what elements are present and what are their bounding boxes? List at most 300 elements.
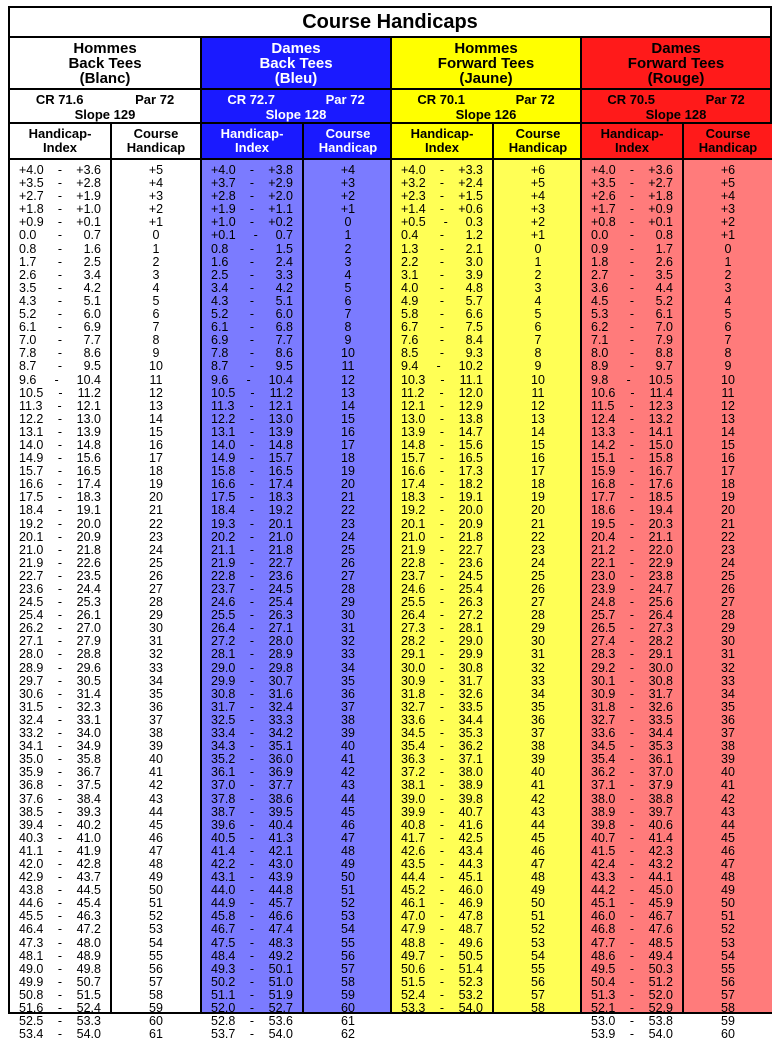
index-from: 53.4: [19, 1027, 44, 1041]
index-range-row: [10, 819, 110, 832]
index-dash: -: [249, 241, 255, 256]
index-range-row: [10, 793, 110, 806]
course-handicap-value: 50: [721, 896, 735, 911]
course-handicap-list: [112, 160, 200, 1041]
index-to: 49.6: [458, 935, 483, 950]
handicap-header-text: [509, 127, 568, 155]
index-from: 26.4: [401, 608, 426, 623]
index-range-row: [202, 387, 302, 400]
index-to: 10.4: [268, 372, 293, 387]
index-to: 1.5: [275, 241, 293, 256]
index-dash: -: [57, 280, 63, 295]
index-dash: -: [249, 464, 255, 479]
index-dash: -: [629, 451, 635, 466]
index-to: 36.7: [76, 765, 101, 780]
index-dash: -: [57, 843, 63, 858]
index-to: 33.5: [458, 699, 483, 714]
course-handicap-value: 54: [721, 948, 735, 963]
index-to: 7.5: [465, 320, 483, 335]
course-handicap-value: +2: [340, 189, 356, 204]
course-handicap-value: 12: [341, 372, 355, 387]
index-to: 25.4: [458, 582, 483, 596]
index-from: 52.0: [211, 1001, 236, 1015]
index-dash: -: [439, 228, 445, 243]
index-dash: -: [439, 843, 445, 858]
index-range-row: [392, 963, 492, 976]
index-to: 16.7: [648, 464, 673, 479]
course-handicap-value: 2: [534, 267, 542, 282]
index-to: 20.9: [76, 529, 101, 544]
index-dash: -: [57, 163, 63, 177]
index-range-row: [202, 819, 302, 832]
index-to: 7.7: [83, 333, 101, 348]
index-from: 11.3: [211, 398, 235, 413]
index-to: 41.6: [458, 817, 483, 832]
course-handicap-value: 13: [149, 398, 163, 413]
index-to: 34.4: [458, 712, 483, 727]
index-dash: -: [57, 856, 63, 871]
index-dash: -: [629, 228, 635, 243]
index-to: 29.6: [76, 660, 101, 675]
course-handicap-value: +6: [720, 163, 736, 177]
index-dash: -: [57, 516, 63, 531]
index-dash: -: [629, 856, 635, 871]
index-dash: -: [57, 817, 63, 832]
index-to: 47.2: [76, 922, 101, 937]
tee-color-label: (Bleu): [274, 69, 318, 87]
index-dash: -: [629, 424, 635, 439]
index-to: 40.4: [268, 817, 293, 832]
index-dash: -: [249, 830, 255, 845]
index-range-row: [582, 282, 682, 295]
course-handicap-value: 11: [149, 372, 163, 387]
index-to: 20.3: [648, 516, 673, 531]
index-dash: -: [439, 909, 445, 924]
index-from: 43.5: [401, 856, 426, 871]
index-dash: -: [249, 215, 255, 230]
course-handicap-value: 15: [721, 437, 735, 452]
course-handicap-value: 42: [721, 791, 735, 806]
index-dash: -: [57, 673, 63, 688]
course-handicap-value: 5: [152, 293, 160, 308]
course-handicap-value: 1: [152, 241, 160, 256]
course-handicap-value: 33: [341, 647, 355, 662]
index-from: 53.0: [591, 1014, 616, 1029]
index-to: 3.5: [655, 267, 673, 282]
index-range-row: [582, 1015, 682, 1028]
index-from: 26.5: [591, 621, 616, 636]
index-dash: -: [57, 464, 63, 479]
index-dash: -: [439, 163, 445, 177]
index-to: 29.1: [648, 647, 673, 662]
course-handicap-value: 20: [721, 503, 735, 518]
index-to: 20.0: [76, 516, 101, 531]
index-dash: -: [629, 948, 635, 963]
index-range-row: [202, 1015, 302, 1028]
index-to: 31.4: [76, 686, 101, 701]
index-to: 30.8: [458, 660, 483, 675]
tee-name-header: [582, 38, 770, 90]
course-handicap-value: 19: [531, 490, 545, 505]
course-handicap-value: 50: [149, 883, 163, 898]
index-dash: -: [249, 202, 255, 217]
index-dash: -: [57, 608, 63, 623]
course-handicap-value: 45: [531, 830, 545, 845]
handicap-header-text: [127, 127, 186, 155]
course-handicap-value: 13: [721, 411, 735, 426]
index-from: 23.7: [401, 568, 426, 583]
course-handicap-value: 7: [344, 307, 352, 322]
index-to: 45.7: [268, 896, 293, 911]
index-dash: -: [57, 411, 63, 426]
index-header-line2: Index: [425, 140, 459, 155]
index-dash: -: [249, 320, 255, 335]
index-to: 49.2: [268, 948, 293, 963]
index-range-row: [392, 504, 492, 517]
index-to: 11.1: [459, 372, 483, 387]
course-handicap-value: 56: [341, 948, 355, 963]
index-dash: -: [436, 359, 441, 374]
index-dash: -: [249, 267, 255, 282]
index-dash: -: [249, 398, 254, 413]
index-dash: -: [57, 346, 63, 361]
index-to: 33.1: [76, 712, 101, 727]
index-from: 16.6: [401, 464, 426, 479]
course-handicap-value: 26: [341, 555, 355, 570]
index-from: 32.7: [591, 712, 616, 727]
index-to: 28.8: [76, 647, 101, 662]
index-dash: -: [439, 778, 445, 793]
index-to: +1.5: [458, 189, 483, 204]
index-range-row: [202, 1028, 302, 1041]
course-handicap-value: 56: [721, 974, 735, 989]
index-to: 18.3: [76, 490, 101, 505]
index-to: 8.6: [83, 346, 101, 361]
index-dash: -: [57, 974, 63, 989]
index-to: 26.3: [268, 608, 293, 623]
index-dash: -: [57, 712, 63, 727]
index-from: +1.4: [401, 202, 426, 217]
index-from: +4.0: [401, 163, 426, 177]
index-to: 43.9: [268, 870, 293, 885]
index-from: 17.7: [591, 490, 616, 505]
index-to: 54.0: [458, 1001, 483, 1015]
index-range-row: [582, 963, 682, 976]
course-handicap-value: 55: [721, 961, 735, 976]
course-handicap-value: +5: [530, 176, 546, 191]
par-value: Par 72: [515, 92, 555, 107]
index-dash: -: [629, 1001, 635, 1015]
rating-par-row: [582, 90, 770, 107]
course-handicap-value: 3: [724, 280, 732, 295]
index-range-row: [202, 779, 302, 792]
index-from: 3.4: [211, 280, 229, 295]
index-dash: -: [249, 307, 255, 322]
index-to: +0.2: [268, 215, 293, 230]
index-to: 29.0: [458, 634, 483, 649]
course-handicap-value: 44: [721, 817, 735, 832]
index-from: +0.8: [591, 215, 616, 230]
tee-column-rouge: [580, 38, 770, 1041]
course-handicap-value: 53: [149, 922, 163, 937]
index-dash: -: [57, 621, 63, 636]
index-to: 23.5: [76, 568, 101, 583]
handicap-header-text: [319, 127, 378, 155]
index-range-row: [202, 845, 302, 858]
index-from: 45.5: [19, 909, 44, 924]
course-handicap-value: 27: [531, 595, 545, 610]
index-dash: -: [629, 503, 635, 518]
index-to: 11.2: [269, 385, 293, 400]
index-from: 41.1: [19, 843, 44, 858]
index-from: 44.9: [211, 896, 236, 911]
index-dash: -: [439, 870, 445, 885]
index-dash: -: [250, 385, 255, 400]
index-range-row: [392, 819, 492, 832]
index-dash: -: [57, 660, 63, 675]
index-from: 52.5: [19, 1014, 44, 1029]
course-handicap-value: 51: [721, 909, 735, 924]
index-to: 18.2: [458, 477, 483, 492]
index-from: 18.3: [401, 490, 426, 505]
index-from: +3.5: [19, 176, 44, 191]
index-from: 18.4: [211, 503, 236, 518]
course-handicap-value: 8: [152, 333, 160, 348]
index-dash: -: [249, 883, 255, 898]
index-range-row: [202, 518, 302, 531]
course-handicap-value: 17: [531, 464, 545, 479]
index-to: 3.3: [275, 267, 293, 282]
index-from: 48.6: [591, 948, 616, 963]
course-handicap-value: 43: [149, 791, 163, 806]
index-range-row: [392, 662, 492, 675]
index-from: 12.2: [19, 411, 44, 426]
index-range-row: [582, 360, 682, 373]
course-handicap-value: 25: [721, 568, 735, 583]
index-range-row: [10, 243, 110, 256]
index-from: 31.8: [591, 699, 616, 714]
index-from: 21.2: [591, 542, 616, 557]
course-handicap-list: [304, 160, 392, 1041]
index-to: 0.7: [83, 228, 101, 243]
index-from: 52.8: [211, 1014, 236, 1029]
index-from: 38.7: [211, 804, 236, 819]
course-rating: CR 70.1: [417, 92, 466, 107]
index-to: 13.2: [648, 411, 673, 426]
course-handicap-value: 14: [149, 411, 163, 426]
course-handicap-value: 48: [721, 870, 735, 885]
index-to: 47.8: [458, 909, 483, 924]
handicap-header-line2: Handicap: [698, 140, 758, 155]
course-handicap-value: 14: [341, 398, 355, 413]
index-to: 46.9: [458, 896, 483, 911]
index-from: 14.0: [211, 437, 236, 452]
index-from: 20.2: [211, 529, 236, 544]
index-to: 19.4: [648, 503, 673, 518]
index-to: 14.1: [648, 424, 673, 439]
index-range-row: [10, 544, 110, 557]
index-range-row: [392, 531, 492, 544]
index-dash: -: [629, 516, 635, 531]
index-dash: -: [629, 333, 635, 348]
course-handicap-value: 47: [721, 856, 735, 871]
index-to: 40.2: [76, 817, 101, 832]
index-from: 30.9: [401, 673, 426, 688]
index-to: 10.5: [648, 372, 673, 387]
index-range-row: [582, 387, 682, 400]
index-to: 13.8: [458, 411, 483, 426]
course-handicap-value: 45: [149, 817, 163, 832]
index-from: 39.9: [401, 804, 426, 819]
index-range-row: [582, 662, 682, 675]
index-from: 22.1: [591, 555, 616, 570]
index-to: 38.0: [458, 765, 483, 780]
index-to: 43.2: [648, 856, 673, 871]
course-handicap-value: 29: [721, 621, 735, 636]
index-from: 13.3: [591, 424, 616, 439]
course-handicap-value: 20: [341, 477, 355, 492]
index-range-row: [582, 675, 682, 688]
course-handicap-value: 5: [344, 280, 352, 295]
index-to: 25.3: [76, 595, 101, 610]
index-to: 39.7: [648, 804, 673, 819]
course-handicap-value: 28: [341, 582, 355, 596]
index-dash: -: [439, 241, 445, 256]
index-dash: -: [439, 608, 445, 623]
course-handicap-value: 23: [721, 542, 735, 557]
handicap-header-line1: Course: [325, 126, 371, 141]
course-handicap-value: 37: [721, 726, 735, 741]
course-handicap-value: 58: [149, 987, 163, 1002]
index-range-row: [202, 256, 302, 269]
index-from: 4.5: [591, 293, 609, 308]
index-dash: -: [249, 516, 255, 531]
index-to: 24.4: [76, 582, 101, 596]
index-from: 9.4: [401, 359, 419, 374]
index-to: 32.3: [76, 699, 101, 714]
index-range-row: [202, 806, 302, 819]
index-to: 45.0: [648, 883, 673, 898]
index-dash: -: [57, 896, 63, 911]
index-range-row: [582, 518, 682, 531]
index-from: 27.1: [19, 634, 44, 649]
index-dash: -: [249, 595, 255, 610]
index-to: 51.2: [648, 974, 673, 989]
index-to: 8.4: [465, 333, 483, 348]
index-range-row: [392, 544, 492, 557]
course-handicap-value: 40: [531, 765, 545, 780]
course-handicap-value: 4: [534, 293, 542, 308]
course-handicap-value: 41: [721, 778, 735, 793]
index-from: 32.7: [401, 699, 426, 714]
index-dash: -: [439, 974, 445, 989]
index-dash: -: [57, 529, 63, 544]
index-dash: -: [439, 424, 445, 439]
index-to: 26.1: [76, 608, 101, 623]
course-handicap-value: +1: [720, 228, 736, 243]
course-handicap-value: 38: [149, 726, 163, 741]
course-handicap-value: 22: [721, 529, 735, 544]
index-dash: -: [629, 699, 635, 714]
index-dash: -: [57, 699, 63, 714]
index-to: 27.0: [76, 621, 101, 636]
tee-name-header: [10, 38, 200, 90]
index-dash: -: [439, 883, 445, 898]
course-handicap-value: 21: [531, 516, 545, 531]
index-to: 3.9: [465, 267, 483, 282]
index-range-row: [10, 387, 110, 400]
index-from: 3.1: [401, 267, 419, 282]
index-from: 51.6: [19, 1001, 44, 1015]
course-handicap-value: 15: [531, 437, 545, 452]
index-dash: -: [629, 634, 635, 649]
course-handicap-value: 61: [149, 1027, 163, 1041]
index-range-row: [202, 832, 302, 845]
course-handicap-value: 24: [341, 529, 355, 544]
course-handicap-value: 17: [149, 451, 163, 466]
index-dash: -: [629, 673, 635, 688]
index-range-row: [582, 531, 682, 544]
index-from: 15.7: [19, 464, 44, 479]
index-dash: -: [629, 464, 635, 479]
course-handicap-value: 48: [149, 856, 163, 871]
index-from: 12.1: [401, 398, 426, 413]
index-range-row: [202, 426, 302, 439]
index-dash: -: [253, 228, 258, 243]
index-dash: -: [439, 673, 445, 688]
index-from: 9.8: [591, 372, 609, 387]
course-handicap-value: 32: [721, 660, 735, 675]
index-range-row: [10, 1015, 110, 1028]
index-header-line1: Handicap-: [220, 126, 284, 141]
index-from: 53.3: [401, 1001, 426, 1015]
index-dash: -: [249, 621, 255, 636]
index-to: +3.6: [648, 163, 673, 177]
index-dash: -: [629, 922, 635, 937]
index-from: 23.0: [591, 568, 616, 583]
index-to: 23.6: [268, 568, 293, 583]
index-range-row: [392, 557, 492, 570]
index-dash: -: [629, 752, 635, 767]
index-to: 38.9: [458, 778, 483, 793]
index-to: 13.9: [268, 424, 293, 439]
course-handicap-value: 14: [721, 424, 735, 439]
index-dash: -: [439, 529, 445, 544]
index-from: 21.0: [19, 542, 44, 557]
course-handicap-value: 52: [149, 909, 163, 924]
index-dash: -: [439, 765, 445, 780]
index-to: 4.4: [655, 280, 673, 295]
course-handicap-value: 21: [341, 490, 355, 505]
index-to: +3.3: [458, 163, 483, 177]
course-handicap-value: +5: [720, 176, 736, 191]
index-dash: -: [249, 451, 255, 466]
index-to: +2.7: [648, 176, 673, 191]
index-range-row: [582, 544, 682, 557]
index-to: 20.0: [458, 503, 483, 518]
index-dash: -: [57, 739, 63, 754]
index-from: 33.4: [211, 726, 236, 741]
index-from: 36.2: [591, 765, 616, 780]
index-to: 21.8: [458, 529, 483, 544]
index-range-row: [582, 923, 682, 936]
index-to: 27.3: [648, 621, 673, 636]
index-from: 53.9: [591, 1027, 616, 1041]
index-from: 48.4: [211, 948, 236, 963]
index-dash: -: [57, 961, 63, 976]
course-handicap-value: 27: [149, 582, 163, 596]
course-handicap-value: 56: [149, 961, 163, 976]
